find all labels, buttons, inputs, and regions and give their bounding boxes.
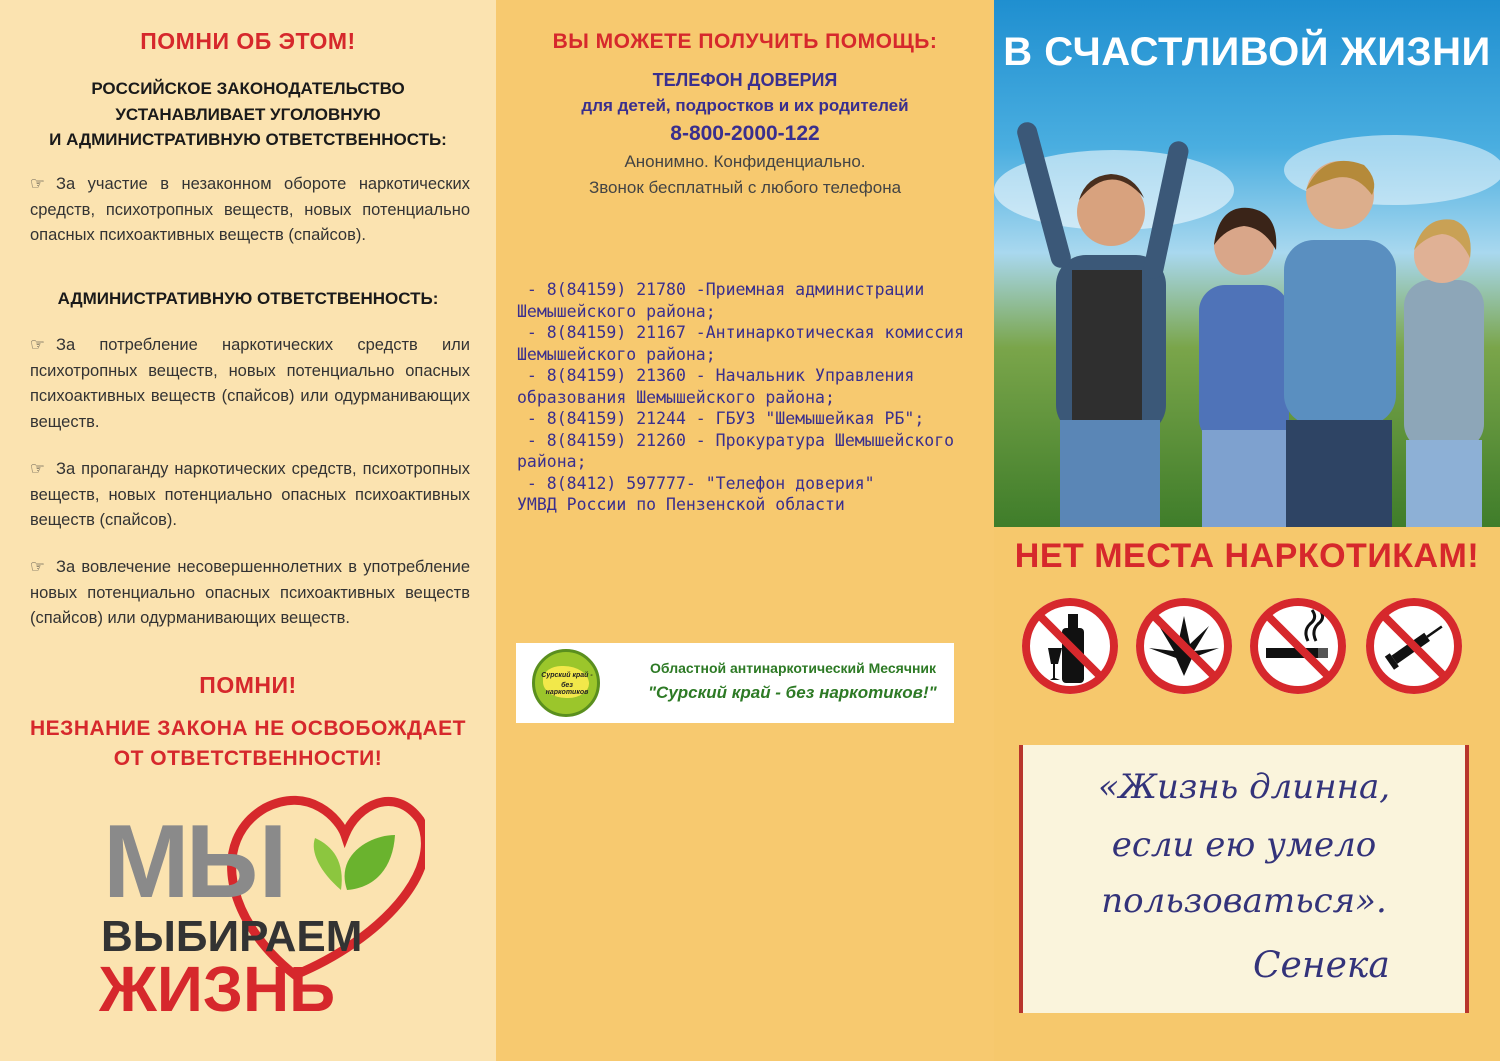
contact-line: УМВД России по Пензенской области [517, 495, 845, 514]
admin-item: ☞ За пропаганду наркотических средств, психотропных веществ, новых потенциально опасных психоактивных веществ (спайсов). [30, 456, 470, 534]
pointing-hand-icon: ☞ [30, 459, 45, 478]
middle-panel [496, 0, 994, 1061]
happy-life-title: В СЧАСТЛИВОЙ ЖИЗНИ [1003, 30, 1491, 74]
quote-line: пользоваться». [1101, 881, 1387, 921]
pointing-hand-icon: ☞ [30, 174, 45, 193]
banner-line-2: "Сурский край - без наркотиков!" [648, 683, 937, 702]
quote-line: «Жизнь длинна, [1097, 767, 1391, 807]
hotline-title: ТЕЛЕФОН ДОВЕРИЯ [652, 70, 838, 90]
cannabis-icon [1134, 596, 1234, 696]
contact-line: района; [517, 452, 587, 471]
quote-line: если ею умело [1111, 825, 1377, 865]
no-drugs-slogan: НЕТ МЕСТА НАРКОТИКАМ! [1014, 537, 1480, 575]
admin-heading: АДМИНИСТРАТИВНУЮ ОТВЕТСТВЕННОСТЬ: [57, 289, 439, 308]
contact-line: - 8(8412) 597777- "Телефон доверия" [517, 473, 875, 493]
logo-line-2: ВЫБИРАЕМ [101, 912, 363, 961]
contact-line: - 8(84159) 21260 - Прокуратура Шемышейского [517, 430, 955, 450]
help-title: ВЫ МОЖЕТЕ ПОЛУЧИТЬ ПОМОЩЬ: [552, 30, 938, 53]
remember-title: ПОМНИ ОБ ЭТОМ! [140, 28, 356, 54]
cigarette-icon [1248, 596, 1348, 696]
quote-author: Сенека [1253, 945, 1390, 986]
alcohol-icon [1020, 596, 1120, 696]
hotline-number: 8-800-2000-122 [670, 122, 820, 145]
syringe-icon [1364, 596, 1464, 696]
quote-box [1019, 745, 1469, 1013]
contact-line: образования Шемышейского района; [517, 387, 835, 407]
hotline-block [496, 67, 994, 201]
logo-line-3: ЖИЗНЬ [99, 953, 336, 1025]
right-panel [994, 0, 1500, 1061]
month-banner [516, 643, 954, 723]
warning-text: НЕЗНАНИЕ ЗАКОНА НЕ ОСВОБОЖДАЕТ ОТ ОТВЕТСТВЕННОСТИ! [30, 717, 466, 770]
law-heading: РОССИЙСКОЕ ЗАКОНОДАТЕЛЬСТВО УСТАНАВЛИВАЕТ УГОЛОВНУЮ И АДМИНИСТРАТИВНУЮ ОТВЕТСТВЕННОСТЬ: [49, 79, 447, 149]
hotline-note: Звонок бесплатный с любого телефона [588, 178, 902, 197]
pointing-hand-icon: ☞ [30, 557, 45, 576]
contact-line: Шемышейского района; [517, 301, 716, 321]
contact-line: - 8(84159) 21360 - Начальник Управления [517, 366, 915, 385]
banner-line-1: Областной антинаркотический Месячник [650, 660, 937, 676]
logo-line-1: МЫ [103, 804, 284, 920]
surskiy-krai-badge: Сурский край - без наркотиков [532, 649, 600, 717]
remember-short: ПОМНИ! [199, 672, 297, 698]
contact-line: Шемышейского района; [517, 344, 716, 364]
admin-item: ☞ За вовлечение несовершеннолетних в употребление новых потенциально опасных психоактивных веществ (спайсов) или одурманивающих веществ. [30, 554, 470, 632]
we-choose-life-logo [95, 780, 425, 1030]
contact-line: - 8(84159) 21244 - ГБУЗ "Шемышейкая РБ"; [517, 409, 925, 428]
admin-item: ☞ За потребление наркотических средств или психотропных веществ, новых потенциально опасных психоактивных веществ (спайсов) или одурманивающих веществ. [30, 332, 470, 435]
hotline-note: Анонимно. Конфиденциально. [624, 152, 866, 171]
pointing-hand-icon: ☞ [30, 335, 45, 354]
happy-youth-photo [994, 0, 1500, 527]
people-illustration [994, 0, 1500, 527]
contact-line: - 8(84159) 21780 -Приемная администрации [517, 280, 925, 299]
left-panel [0, 0, 496, 1061]
criminal-item: ☞ За участие в незаконном обороте наркотических средств, психотропных веществ, новых потенциально опасных психоактивных веществ (спайсов). [30, 171, 470, 249]
contacts-list [517, 279, 987, 516]
contact-line: - 8(84159) 21167 -Антинаркотическая комиссия [517, 323, 965, 342]
hotline-subtitle: для детей, подростков и их родителей [581, 96, 909, 115]
